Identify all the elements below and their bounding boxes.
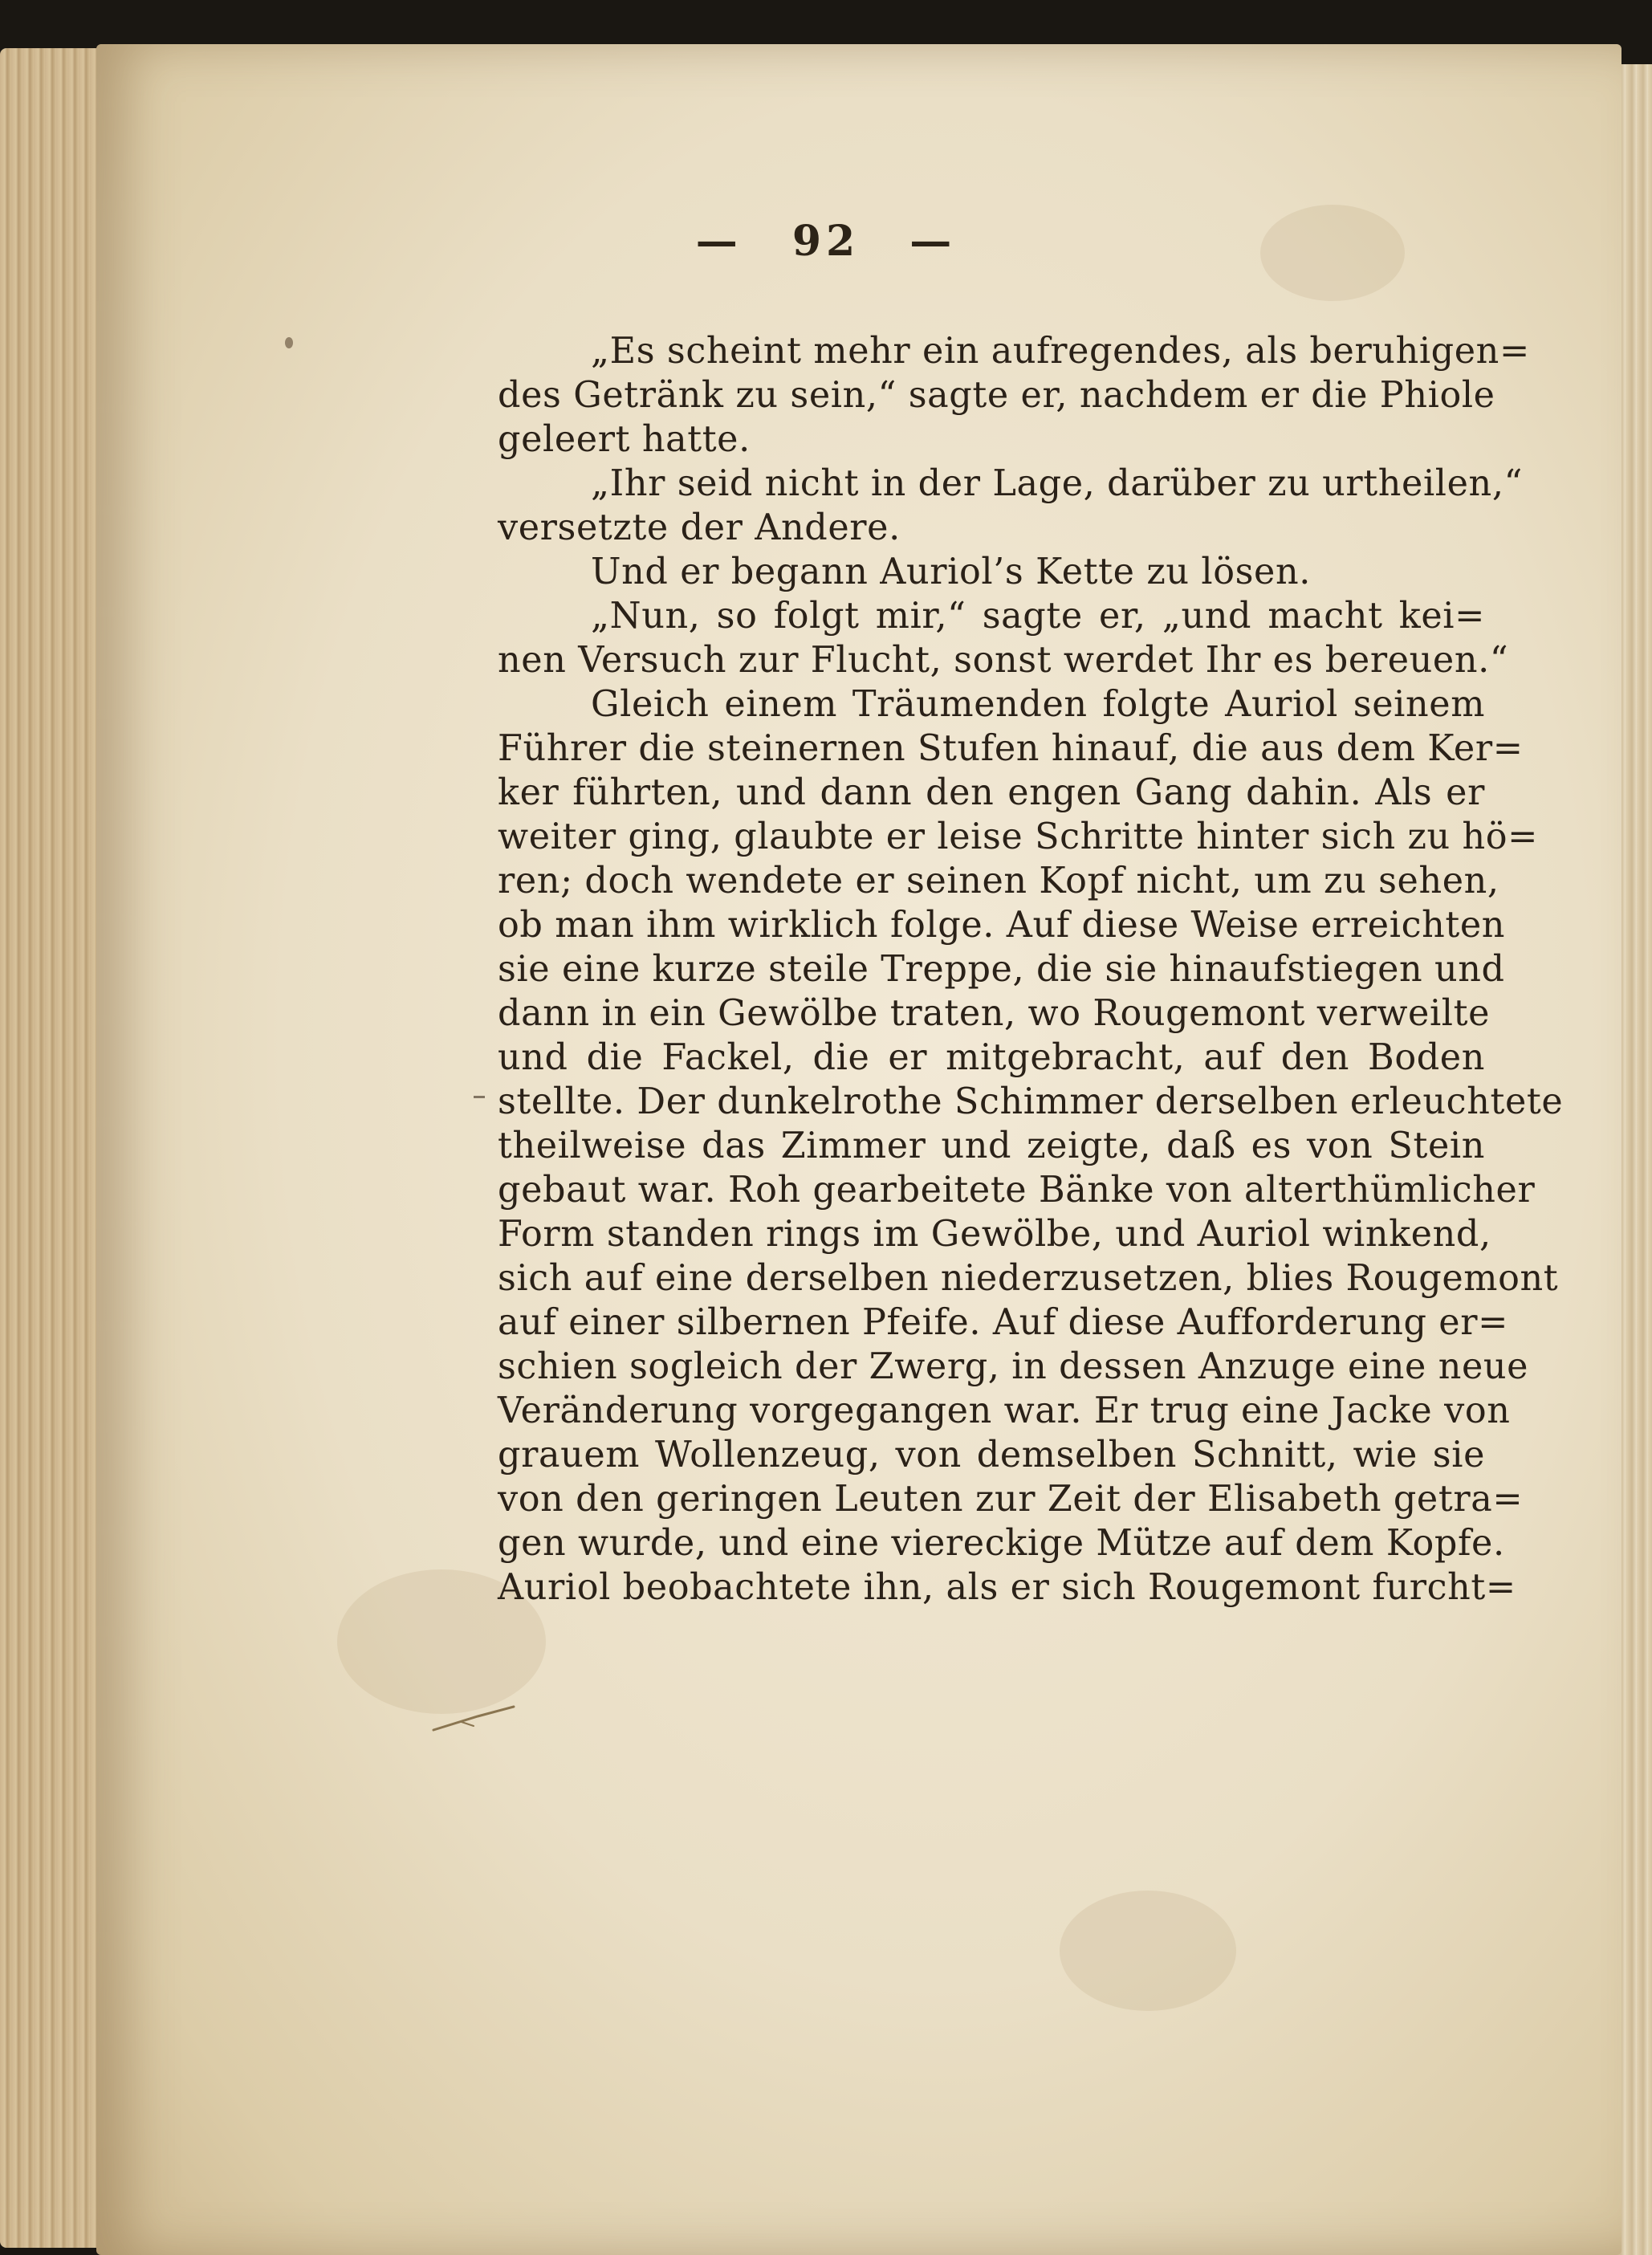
text-line: nen Versuch zur Flucht, sonst werdet Ihr es bereuen.“	[498, 640, 1509, 681]
text-line: ker führten, und dann den engen Gang dahin. Als er	[498, 772, 1485, 813]
text-line: gebaut war. Roh gearbeitete Bänke von alterthümlicher	[498, 1170, 1536, 1211]
body-text	[498, 329, 1564, 1610]
text-line: von den geringen Leuten zur Zeit der Elisabeth getra=	[498, 1479, 1524, 1520]
text-line: Und er begann Auriol’s Kette zu lösen.	[591, 552, 1311, 592]
text-line: ren; doch wendete er seinen Kopf nicht, um zu sehen,	[498, 861, 1499, 902]
text-line: „Nun, so folgt mir,“ sagte er, „und macht kei=	[591, 596, 1485, 637]
header-dash-right: —	[909, 217, 957, 266]
foxing-stain	[1060, 1891, 1236, 2011]
margin-mark	[285, 337, 293, 348]
text-line: Auriol beobachtete ihn, als er sich Rougemont furcht=	[498, 1567, 1516, 1608]
text-line: Führer die steinernen Stufen hinauf, die aus dem Ker=	[498, 728, 1524, 769]
text-line: gen wurde, und eine viereckige Mütze auf dem Kopfe.	[498, 1523, 1505, 1564]
text-line: geleert hatte.	[498, 419, 751, 460]
text-line: dann in ein Gewölbe traten, wo Rougemont verweilte	[498, 993, 1491, 1034]
margin-mark	[474, 1096, 485, 1098]
text-line: „Es scheint mehr ein aufregendes, als beruhigen=	[591, 331, 1530, 372]
text-line: Form standen rings im Gewölbe, und Auriol winkend,	[498, 1214, 1491, 1255]
text-line: grauem Wollenzeug, von demselben Schnitt, wie sie	[498, 1435, 1485, 1476]
text-line: theilweise das Zimmer und zeigte, daß es von Stein	[498, 1125, 1485, 1166]
text-line: ob man ihm wirklich folge. Auf diese Weise erreichten	[498, 905, 1506, 946]
text-line: und die Fackel, die er mitgebracht, auf den Boden	[498, 1037, 1485, 1078]
text-line: versetzte der Andere.	[498, 507, 901, 548]
running-header	[0, 217, 1652, 266]
text-line: auf einer silbernen Pfeife. Auf diese Aufforderung er=	[498, 1302, 1508, 1343]
text-line: „Ihr seid nicht in der Lage, darüber zu urtheilen,“	[591, 463, 1523, 504]
text-line: Veränderung vorgegangen war. Er trug eine Jacke von	[498, 1390, 1511, 1431]
pencil-mark-icon	[429, 1702, 518, 1734]
text-line: sich auf eine derselben niederzusetzen, blies Rougemont	[498, 1258, 1559, 1299]
text-line: weiter ging, glaubte er leise Schritte hinter sich zu hö=	[498, 816, 1539, 857]
header-dash-left: —	[695, 217, 743, 266]
text-line: schien sogleich der Zwerg, in dessen Anzuge eine neue	[498, 1346, 1529, 1387]
text-line: Gleich einem Träumenden folgte Auriol seinem	[591, 684, 1485, 725]
text-line: sie eine kurze steile Treppe, die sie hinaufstiegen und	[498, 949, 1505, 990]
page-number: 92	[791, 217, 861, 266]
text-line: des Getränk zu sein,“ sagte er, nachdem er die Phiole	[498, 375, 1495, 416]
text-line: stellte. Der dunkelrothe Schimmer derselben erleuchtete	[498, 1081, 1564, 1122]
